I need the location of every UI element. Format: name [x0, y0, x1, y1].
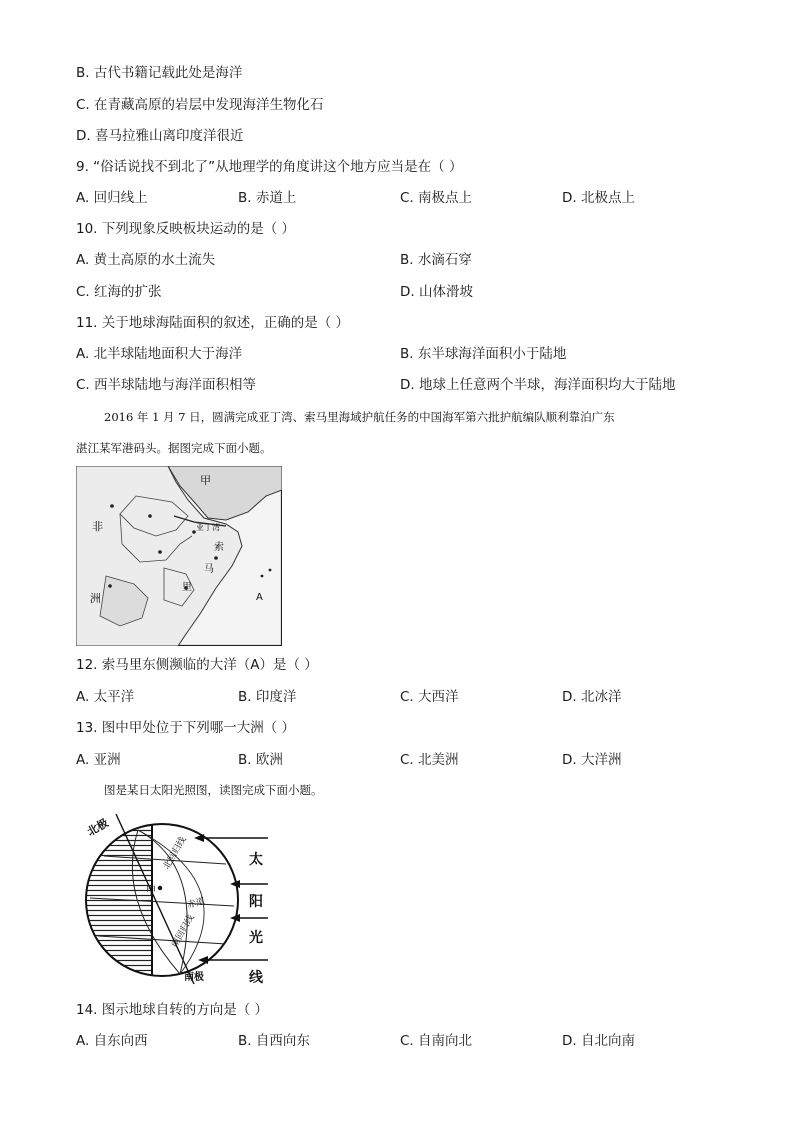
question-14-stem: 14. 图示地球自转的方向是（ ） [76, 1002, 269, 1018]
tropic-of-cancer-label: 北回归线 [161, 835, 189, 872]
sunlight-globe-diagram [76, 808, 272, 986]
q13-option-d: D. 大洋洲 [562, 752, 622, 768]
passage-2: 图是某日太阳光照图，读图完成下面小题。 [104, 783, 323, 797]
point-jia-label: 甲 [146, 886, 156, 897]
q10-option-d: D. 山体滑坡 [400, 284, 473, 300]
q9-option-a: A. 回归线上 [76, 190, 148, 206]
q14-option-c: C. 自南向北 [400, 1033, 473, 1049]
q11-option-a: A. 北半球陆地面积大于海洋 [76, 346, 243, 362]
sunlight-char-4: 线 [249, 970, 263, 986]
q13-option-b: B. 欧洲 [238, 752, 283, 768]
q13-option-c: C. 北美洲 [400, 752, 459, 768]
passage-1-line-2: 湛江某军港码头。据图完成下面小题。 [76, 441, 272, 455]
q14-option-b: B. 自西向东 [238, 1033, 310, 1049]
map-label-fei: 非 [92, 520, 103, 533]
map-label-suo: 索 [214, 542, 224, 553]
map-label-gulf-of-aden: 亚丁湾 [196, 523, 220, 532]
q13-option-a: A. 亚洲 [76, 752, 121, 768]
question-13-stem: 13. 图中甲处位于下列哪一大洲（ ） [76, 720, 296, 736]
passage-1-line-1: 2016 年 1 月 7 日，圆满完成亚丁湾、索马里海域护航任务的中国海军第六批护航编队顺利靠泊广东 [104, 410, 615, 424]
south-pole-label: 南极 [184, 972, 204, 983]
tropic-of-capricorn-label: 南回归线 [169, 913, 197, 950]
equator-label: 赤道 [186, 896, 207, 911]
map-label-zhou: 洲 [90, 592, 101, 605]
q14-option-a: A. 自东向西 [76, 1033, 148, 1049]
q11-option-c: C. 西半球陆地与海洋面积相等 [76, 377, 257, 393]
q9-option-d: D. 北极点上 [562, 190, 635, 206]
map-label-a: A [256, 592, 263, 603]
sunlight-char-1: 太 [249, 852, 263, 868]
option-d-prev: D. 喜马拉雅山离印度洋很近 [76, 128, 244, 144]
q11-option-b: B. 东半球海洋面积小于陆地 [400, 346, 567, 362]
question-9-stem: 9. “俗话说找不到北了”从地理学的角度讲这个地方应当是在（ ） [76, 159, 463, 175]
option-c-prev: C. 在青藏高原的岩层中发现海洋生物化石 [76, 97, 324, 113]
sunlight-char-3: 光 [249, 930, 263, 946]
q12-option-a: A. 太平洋 [76, 689, 135, 705]
q10-option-b: B. 水滴石穿 [400, 252, 472, 268]
north-pole-label: 北极 [85, 816, 111, 839]
sunlight-char-2: 阳 [249, 894, 263, 910]
question-12-stem: 12. 索马里东侧濒临的大洋（A）是（ ） [76, 657, 318, 673]
q11-option-d: D. 地球上任意两个半球，海洋面积均大于陆地 [400, 377, 676, 393]
horn-of-africa-map [76, 466, 282, 646]
q12-option-d: D. 北冰洋 [562, 689, 622, 705]
q12-option-b: B. 印度洋 [238, 689, 297, 705]
q12-option-c: C. 大西洋 [400, 689, 459, 705]
option-b-prev: B. 古代书籍记载此处是海洋 [76, 65, 243, 81]
q10-option-c: C. 红海的扩张 [76, 284, 162, 300]
q10-option-a: A. 黄土高原的水土流失 [76, 252, 216, 268]
map-label-jia: 甲 [200, 474, 211, 487]
q9-option-b: B. 赤道上 [238, 190, 297, 206]
q9-option-c: C. 南极点上 [400, 190, 473, 206]
question-10-stem: 10. 下列现象反映板块运动的是（ ） [76, 221, 296, 237]
q14-option-d: D. 自北向南 [562, 1033, 635, 1049]
map-label-ma: 马 [204, 564, 214, 575]
map-label-li: 里 [182, 582, 192, 593]
question-11-stem: 11. 关于地球海陆面积的叙述，正确的是（ ） [76, 315, 350, 331]
